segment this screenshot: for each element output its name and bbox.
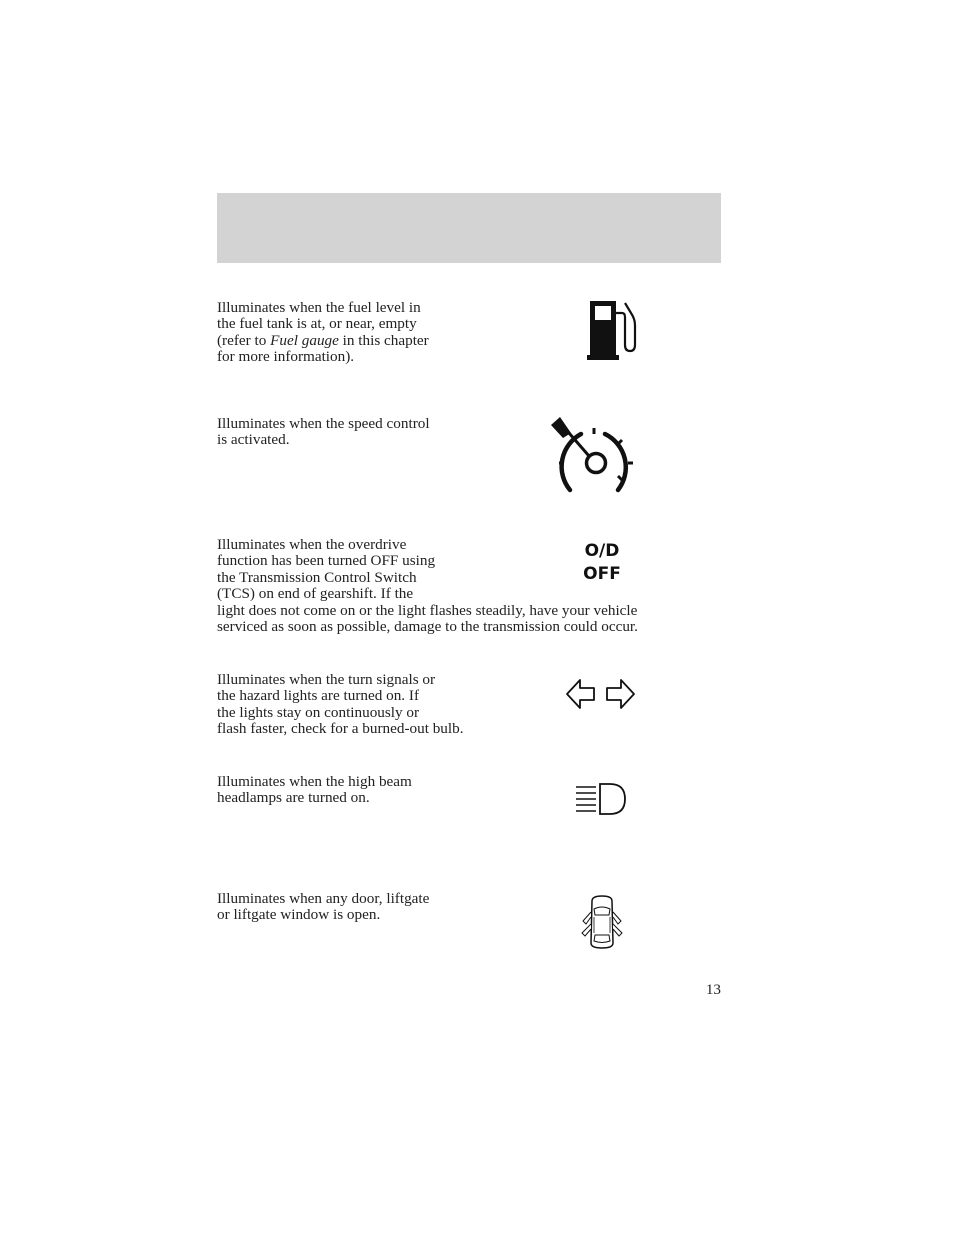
door-ajar-icon bbox=[578, 893, 626, 951]
speed-control-description: Illuminates when the speed control is activated. bbox=[217, 415, 430, 449]
door-ajar-description: Illuminates when any door, liftgate or liftgate window is open. bbox=[217, 890, 430, 924]
fuel-pump-icon bbox=[584, 299, 640, 363]
overdrive-off-icon: O/D OFF bbox=[583, 541, 621, 584]
overdrive-description: Illuminates when the overdrive function has been turned OFF using the Transmission Control Switch (TCS) on end of gearshift. If the light does not come on or the light flashes steadily, have your vehicle serviced as soon as possible, damage to the transmission could occur. bbox=[217, 536, 638, 636]
fuel-description: Illuminates when the fuel level in the fuel tank is at, or near, empty (refer to Fuel gauge in this chapter for more information). bbox=[217, 299, 429, 366]
speed-control-icon bbox=[548, 416, 640, 496]
turn-signal-arrows-icon bbox=[564, 677, 638, 711]
section-header-band bbox=[217, 193, 721, 263]
high-beam-description: Illuminates when the high beam headlamps are turned on. bbox=[217, 773, 412, 807]
turn-signals-description: Illuminates when the turn signals or the hazard lights are turned on. If the lights stay on continuously or flash faster, check for a burned-out bulb. bbox=[217, 671, 464, 738]
high-beam-icon bbox=[574, 781, 630, 819]
page-number: 13 bbox=[705, 981, 721, 998]
